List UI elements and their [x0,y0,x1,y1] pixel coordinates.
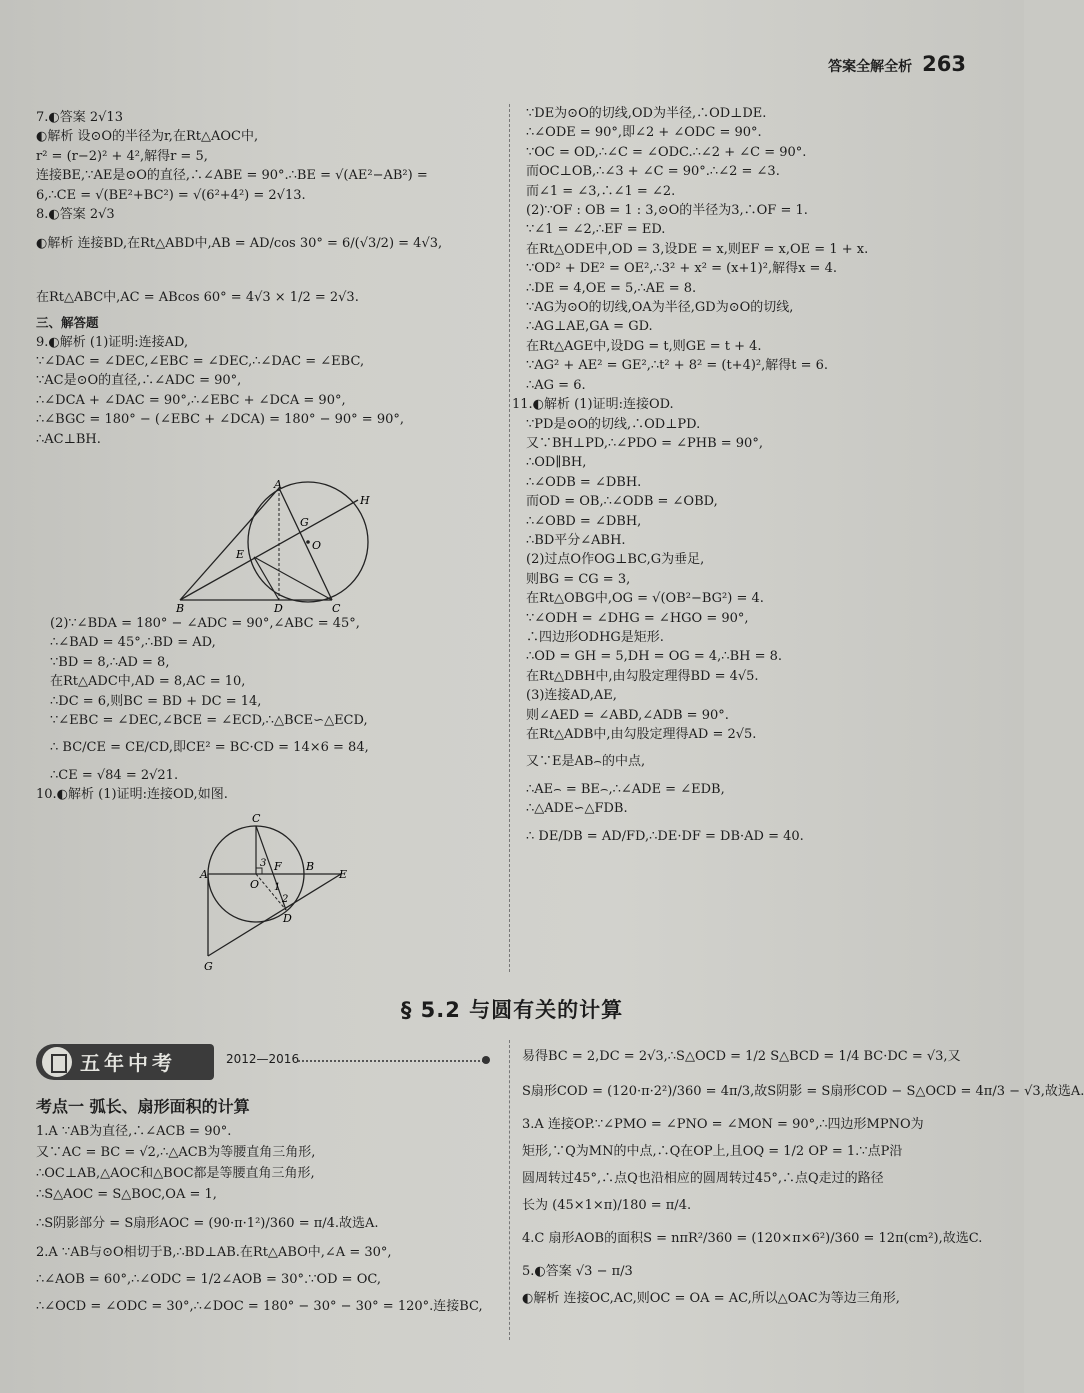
text-line: 连接BE,∵AE是⊙O的直径,∴∠ABE = 90°.∴BE = √(AE²−AB²) = [36,168,428,184]
text-line: 9.◐解析 (1)证明:连接AD, [36,334,189,350]
text-line: 而OC⊥OB,∴∠3 + ∠C = 90°.∴∠2 = ∠3. [526,164,780,180]
text-line: ∴∠BAD = 45°,∴BD = AD, [50,635,216,651]
text-line: 7.◐答案 2√13 [36,110,123,125]
text-line: ∴DE = 4,OE = 5,∴AE = 8. [526,280,697,296]
banner-label: 五年中考 [80,1051,176,1075]
text-line: 在Rt△OBG中,OG = √(OB²−BG²) = 4. [526,591,764,607]
text-line: ∴ BC/CE = CE/CD,即CE² = BC·CD = 14×6 = 84, [50,740,369,756]
text-line: ∵DE为⊙O的切线,OD为半径,∴OD⊥DE. [526,106,767,121]
text-line: 1.A ∵AB为直径,∴∠ACB = 90°. [36,1124,232,1139]
banner-dotted-line [298,1060,484,1062]
text-line: 10.◐解析 (1)证明:连接OD,如图. [36,787,228,803]
document-icon [42,1047,72,1077]
text-line: ∵∠EBC = ∠DEC,∠BCE = ∠ECD,∴△BCE∽△ECD, [50,713,368,729]
point-label: E [236,548,245,561]
angle-label: 3 [260,858,267,869]
left-column [36,108,496,449]
point-label: B [176,602,185,615]
point-label: G [204,960,213,973]
text-line: ◐解析 连接OC,AC,则OC = OA = AC,所以△OAC为等边三角形, [522,1291,900,1306]
text-line: ∵PD是⊙O的切线,∴OD⊥PD. [526,416,701,432]
right-column [512,104,996,846]
text-line: ∴S阴影部分 = S扇形AOC = (90·π·1²)/360 = π/4.故选A. [36,1216,379,1231]
figure-9-diagram [170,478,380,616]
page-header [828,52,966,76]
bottom-right-column [522,1046,1084,1309]
text-line: ∴OD∥BH, [526,455,587,471]
text-line: ∴AC⊥BH. [36,431,101,447]
angle-label: 1 [274,882,281,893]
text-line: ∴CE = √84 = 2√21. [50,767,179,783]
text-line: ◐解析 连接BD,在Rt△ABD中,AB = AD/cos 30° = 6/(√3/2) = 4√3, [36,236,443,252]
text-line: ∴△ADE∽△FDB. [526,801,628,817]
bottom-left-column [36,1096,498,1317]
text-line: 长为 (45×1×π)/180 = π/4. [522,1198,692,1213]
text-line: (2)∵OF : OB = 1 : 3,⊙O的半径为3,∴OF = 1. [526,203,808,219]
point-label: C [252,812,261,825]
text-line: ∴AE⌢ = BE⌢,∴∠ADE = ∠EDB, [526,781,725,797]
text-line: ∵OD² + DE² = OE²,∴3² + x² = (x+1)²,解得x = 4. [526,261,837,277]
text-line: 3.A 连接OP.∵∠PMO = ∠PNO = ∠MON = 90°,∴四边形MPNO为 [522,1117,924,1132]
point-label: O [250,878,260,891]
text-line: ∴∠AOB = 60°,∴∠ODC = 1/2∠AOB = 30°.∵OD = OC, [36,1272,381,1287]
text-line: 而OD = OB,∴∠ODB = ∠OBD, [526,494,718,510]
text-line: ∴四边形ODHG是矩形. [526,629,664,645]
text-line: 又∵E是AB⌢的中点, [526,754,646,770]
text-line: ◐解析 设⊙O的半径为r,在Rt△AOC中, [36,129,259,145]
text-line: (2)过点O作OG⊥BC,G为垂足, [526,552,705,568]
text-line: 则∠AED = ∠ABD,∠ADB = 90°. [526,707,729,723]
text-line: 则BG = CG = 3, [526,571,631,587]
point-label: A [274,478,282,491]
point-label: A [200,868,208,881]
point-label: G [300,516,309,529]
text-line: ∴OC⊥AB,△AOC和△BOC都是等腰直角三角形, [36,1166,315,1181]
text-line: ∴OD = GH = 5,DH = OG = 4,∴BH = 8. [526,649,783,665]
text-line: 而∠1 = ∠3,∴∠1 = ∠2. [526,183,676,199]
text-line: 11.◐解析 (1)证明:连接OD. [512,397,674,413]
text-line [36,254,496,288]
point-label: H [360,494,370,507]
text-line: ∵AG² + AE² = GE²,∴t² + 8² = (t+4)²,解得t = 6. [526,358,829,374]
text-line: 又∵BH⊥PD,∴∠PDO = ∠PHB = 90°, [526,435,763,451]
text-line: 圆周转过45°,∴点Q也沿相应的圆周转过45°,∴点Q走过的路径 [522,1171,884,1186]
text-line: ∵AG为⊙O的切线,OA为半径,GD为⊙O的切线, [526,300,794,316]
text-line: 又∵AC = BC = √2,∴△ACB为等腰直角三角形, [36,1145,316,1160]
text-line: ∵∠1 = ∠2,∴EF = ED. [526,222,666,238]
text-line: ∴ DE/DB = AD/FD,∴DE·DF = DB·AD = 40. [526,828,804,844]
point-label: D [274,602,283,615]
text-line: 在Rt△AGE中,设DG = t,则GE = t + 4. [526,338,762,354]
point-label: E [339,868,348,881]
text-line: ∴AG⊥AE,GA = GD. [526,319,653,335]
point-label: C [332,602,341,615]
text-line: ∴AG = 6. [526,377,586,393]
topic-heading: 考点一 弧长、扇形面积的计算 [36,1097,250,1116]
angle-label: 2 [282,894,289,905]
text-line: ∴∠DCA + ∠DAC = 90°,∴∠EBC + ∠DCA = 90°, [36,392,346,408]
text-line: ∵∠ODH = ∠DHG = ∠HGO = 90°, [526,610,749,626]
point-label: F [274,860,282,873]
text-line: 在Rt△ADB中,由勾股定理得AD = 2√5. [526,727,757,742]
five-year-exam-banner [36,1042,496,1084]
figure-10-diagram [196,812,356,974]
text-line: (2)∵∠BDA = 180° − ∠ADC = 90°,∠ABC = 45°, [50,616,360,631]
point-label: O [312,539,322,552]
text-line: 在Rt△ADC中,AD = 8,AC = 10, [50,674,246,690]
text-line: ∴BD平分∠ABH. [526,532,626,548]
page-number: 263 [922,52,966,76]
text-line: ∴∠OBD = ∠DBH, [526,513,642,529]
text-line: 在Rt△DBH中,由勾股定理得BD = 4√5. [526,668,759,684]
text-line: 5.◐答案 √3 − π/3 [522,1264,633,1279]
text-line: (3)连接AD,AE, [526,688,617,704]
point-label: B [306,860,315,873]
left-column-continued [36,614,496,805]
text-line: 2.A ∵AB与⊙O相切于B,∴BD⊥AB.在Rt△ABO中,∠A = 30°, [36,1245,392,1260]
section-heading: 三、解答题 [36,315,99,331]
text-line: S扇形COD = (120·π·2²)/360 = 4π/3,故S阴影 = S扇形COD − S△OCD = 4π/3 − √3,故选A. [522,1084,1084,1099]
text-line: ∴∠BGC = 180° − (∠EBC + ∠DCA) = 180° − 90° = 90°, [36,412,404,428]
text-line: ∴∠ODE = 90°,即∠2 + ∠ODC = 90°. [526,125,762,141]
text-line: 在Rt△ABC中,AC = ABcos 60° = 4√3 × 1/2 = 2√3. [36,289,359,305]
text-line: 4.C 扇形AOB的面积S = nπR²/360 = (120×π×6²)/360 = 12π(cm²),故选C. [522,1231,983,1246]
column-divider [509,104,510,972]
text-line: ∴S△AOC = S△BOC,OA = 1, [36,1187,217,1202]
text-line: ∴∠OCD = ∠ODC = 30°,∴∠DOC = 180° − 30° − 30° = 120°.连接BC, [36,1299,483,1314]
text-line: 矩形,∵Q为MN的中点,∴Q在OP上,且OQ = 1/2 OP = 1.∵点P沿 [522,1144,903,1159]
text-line: ∵AC是⊙O的直径,∴∠ADC = 90°, [36,373,242,389]
text-line: 6,∴CE = √(BE²+BC²) = √(6²+4²) = 2√13. [36,187,306,203]
text-line: 在Rt△ODE中,OD = 3,设DE = x,则EF = x,OE = 1 + x. [526,241,869,257]
text-line: ∵BD = 8,∴AD = 8, [50,654,170,670]
banner-end-dot [482,1056,490,1064]
text-line: r² = (r−2)² + 4²,解得r = 5, [36,148,208,164]
text-line: 8.◐答案 2√3 [36,207,115,223]
text-line: ∵∠DAC = ∠DEC,∠EBC = ∠DEC,∴∠DAC = ∠EBC, [36,354,365,370]
point-label: D [283,912,292,925]
text-line: ∴DC = 6,则BC = BD + DC = 14, [50,693,262,709]
text-line: ∵OC = OD,∴∠C = ∠ODC.∴∠2 + ∠C = 90°. [526,144,807,160]
header-title: 答案全解全析 [828,59,913,75]
text-line: 易得BC = 2,DC = 2√3,∴S△OCD = 1/2 S△BCD = 1/4 BC·DC = √3,又 [522,1049,961,1064]
text-line: ∴∠ODB = ∠DBH. [526,474,642,490]
banner-years: 2012—2016 [226,1052,300,1066]
column-divider [509,1040,510,1340]
section-title: § 5.2 与圆有关的计算 [400,998,624,1022]
